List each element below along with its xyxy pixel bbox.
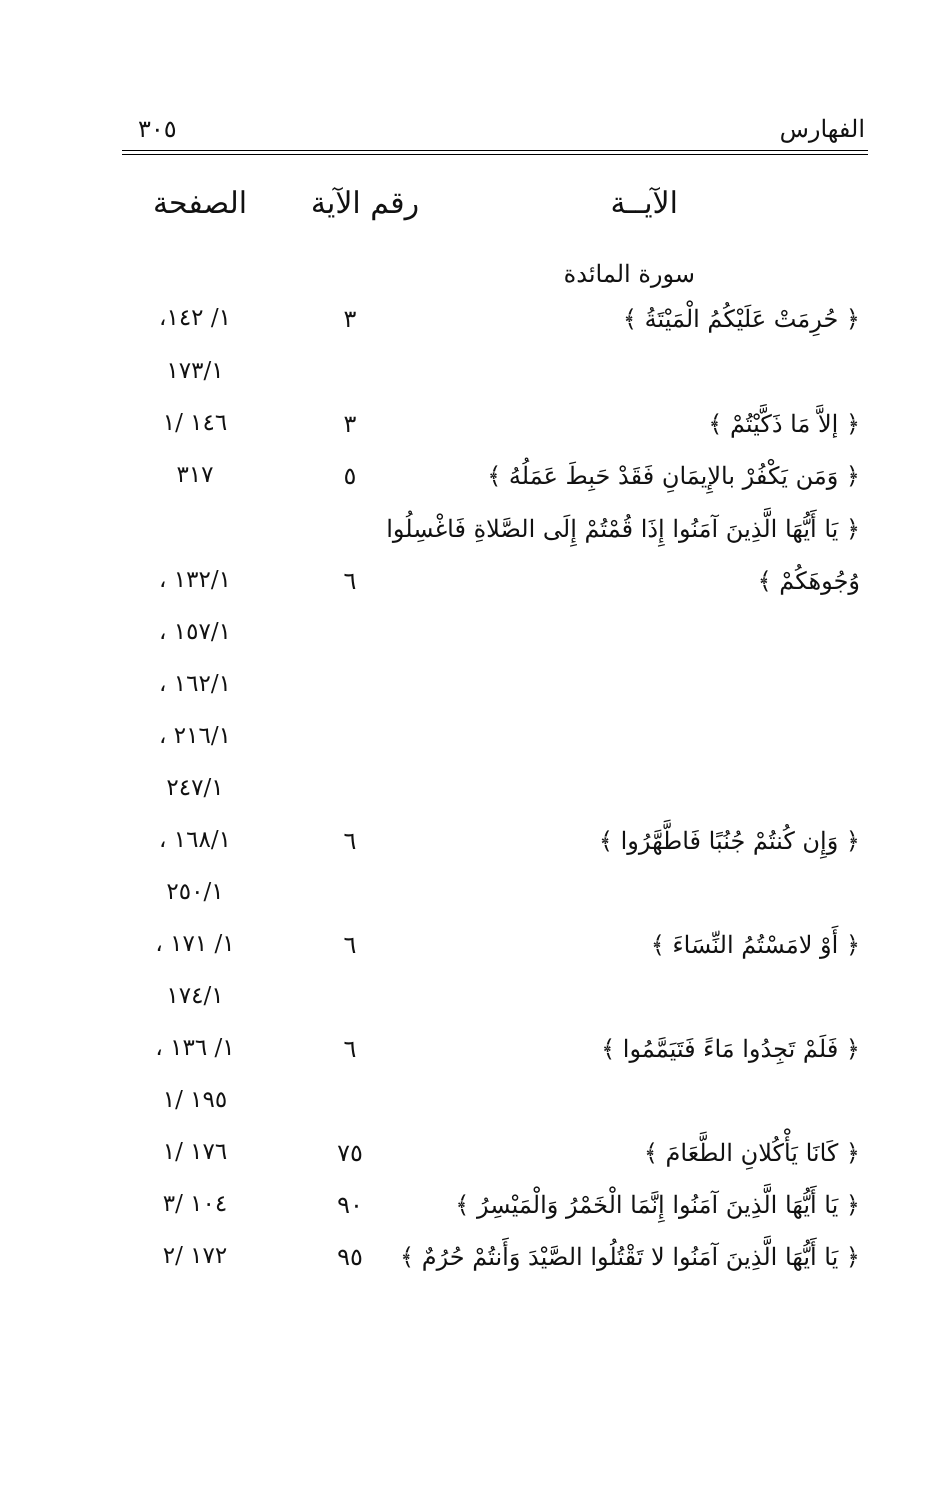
index-row [0,619,950,659]
page-reference: ١/ ١٧١ ، [155,931,235,957]
column-header-page: الصفحة [152,186,248,221]
page-reference: ١/ ١٤٢، [159,305,231,331]
verse-text: ﴿ فَلَمْ تَجِدُوا مَاءً فَتَيَمَّمُوا ﴾ [601,1035,860,1063]
page-reference: ٢١٦/١ ، [159,723,231,749]
page-reference: ١٧٤/١ [166,983,224,1009]
index-row [0,1243,950,1283]
verse-number: ٣ [343,305,357,333]
header-rule [122,150,868,151]
index-row [0,567,950,607]
index-row [0,983,950,1023]
header-rule-thin [122,154,868,155]
page-reference: ١٠٤ /٣ [162,1191,228,1217]
verse-number: ٩٥ [337,1243,363,1271]
verse-text: ﴿ إلاَّ مَا ذَكَّيْتُمْ ﴾ [708,410,860,438]
verse-text: ﴿ حُرِمَتْ عَلَيْكُمُ الْمَيْتَةُ ﴾ [622,305,860,333]
index-row [0,515,950,555]
verse-text: ﴿ يَا أَيُّهَا الَّذِينَ آمَنُوا إِنَّمَا الْخَمْرُ وَالْمَيْسِرُ ﴾ [455,1191,860,1219]
verse-number: ٥ [343,462,357,490]
page-reference: ١٩٥ /١ [162,1087,228,1113]
verse-text: ﴿ وَإِن كُنتُمْ جُنُبًا فَاطَّهَّرُوا ﴾ [598,827,860,855]
index-row [0,358,950,398]
column-header-verse: الآيــة [610,186,678,221]
verse-text: ﴿ وَمَن يَكْفُرْ بالإِيمَانِ فَقَدْ حَبِطَ عَمَلُهُ ﴾ [487,462,860,490]
index-row [0,1191,950,1231]
verse-number: ٦ [343,931,357,959]
verse-text: وُجُوهَكُمْ ﴾ [757,567,860,595]
index-row [0,410,950,450]
page-reference: ١٤٦ /١ [162,410,228,436]
verse-number: ٧٥ [337,1139,363,1167]
page-reference: ١٦٨/١ ، [159,827,231,853]
page-number: ٣٠٥ [138,115,177,143]
page-reference: ١٦٢/١ ، [159,671,231,697]
verse-text: ﴿ أَوْ لامَسْتُمُ النِّسَاءَ ﴾ [650,931,860,959]
page-reference: ١٣٢/١ ، [159,567,231,593]
index-row [0,827,950,867]
verse-text: ﴿ يَا أَيُّهَا الَّذِينَ آمَنُوا إِذَا قُمْتُمْ إِلَى الصَّلاةِ فَاغْسِلُوا [386,515,860,543]
index-row [0,723,950,763]
page-reference: ٢٥٠/١ [166,879,224,905]
running-header-title: الفهارس [779,115,865,143]
page-reference: ١٥٧/١ ، [159,619,231,645]
page-reference: ٣١٧ [176,462,214,488]
verse-number: ٣ [343,410,357,438]
verse-number: ٦ [343,827,357,855]
verse-number: ٩٠ [337,1191,363,1219]
index-row [0,305,950,345]
verse-text: ﴿ يَا أَيُّهَا الَّذِينَ آمَنُوا لا تَقْتُلُوا الصَّيْدَ وَأَنتُمْ حُرُمٌ ﴾ [400,1243,860,1271]
index-row [0,671,950,711]
verse-number: ٦ [343,567,357,595]
index-row [0,879,950,919]
index-row [0,1087,950,1127]
verse-text: ﴿ كَانَا يَأْكُلانِ الطَّعَامَ ﴾ [643,1139,860,1167]
page-reference: ١/ ١٣٦ ، [155,1035,235,1061]
page-reference: ١٧٢ /٢ [162,1243,228,1269]
index-row [0,1139,950,1179]
index-row [0,462,950,502]
page-reference: ١٧٣/١ [166,358,224,384]
page-reference: ١٧٦ /١ [162,1139,228,1165]
column-header-verse-number: رقم الآية [310,186,420,221]
verse-number: ٦ [343,1035,357,1063]
page-reference: ٢٤٧/١ [166,775,224,801]
index-row [0,931,950,971]
index-row [0,775,950,815]
surah-heading: سورة المائدة [563,260,695,288]
index-row [0,1035,950,1075]
